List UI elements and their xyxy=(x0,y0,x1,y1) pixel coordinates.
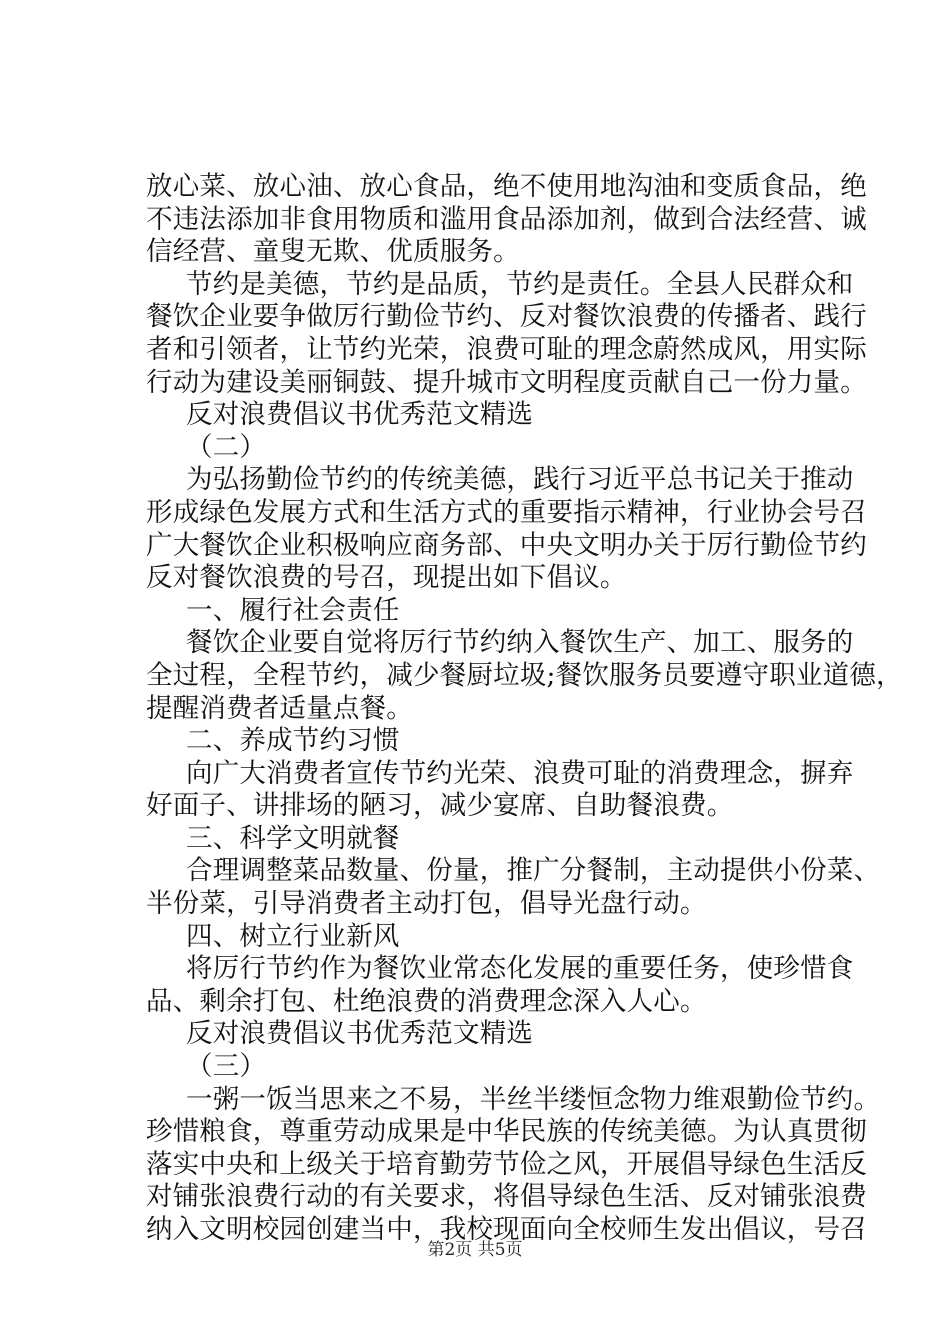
text-line: 向广大消费者宣传节约光荣、浪费可耻的消费理念，摒弃 xyxy=(186,757,854,789)
text-line: 将厉行节约作为餐饮业常态化发展的重要任务，使珍惜食 xyxy=(186,953,854,985)
text-line: 二、养成节约习惯 xyxy=(186,725,400,757)
text-line: 珍惜粮食，尊重劳动成果是中华民族的传统美德。为认真贯彻 xyxy=(146,1116,867,1148)
text-line: 行动为建设美丽铜鼓、提升城市文明程度贡献自己一份力量。 xyxy=(146,366,867,398)
text-line: 一粥一饭当思来之不易，半丝半缕恒念物力维艰勤俭节约。 xyxy=(186,1083,881,1115)
text-line: 反对浪费倡议书优秀范文精选 xyxy=(186,399,534,431)
text-line: 落实中央和上级关于培育勤劳节俭之风，开展倡导绿色生活反 xyxy=(146,1148,867,1180)
text-line: 餐饮企业要自觉将厉行节约纳入餐饮生产、加工、服务的 xyxy=(186,627,854,659)
text-line: 信经营、童叟无欺、优质服务。 xyxy=(146,236,520,268)
text-line: 为弘扬勤俭节约的传统美德，践行习近平总书记关于推动 xyxy=(186,464,854,496)
text-line: 放心菜、放心油、放心食品，绝不使用地沟油和变质食品，绝 xyxy=(146,171,867,202)
text-line: 形成绿色发展方式和生活方式的重要指示精神，行业协会号召 xyxy=(146,496,867,528)
text-line: 好面子、讲排场的陋习，减少宴席、自助餐浪费。 xyxy=(146,790,734,822)
text-line: 者和引领者，让节约光荣，浪费可耻的理念蔚然成风，用实际 xyxy=(146,333,867,365)
text-line: 反对餐饮浪费的号召，现提出如下倡议。 xyxy=(146,562,627,594)
text-line: 品、剩余打包、杜绝浪费的消费理念深入人心。 xyxy=(146,985,707,1017)
text-line: （三） xyxy=(186,1051,267,1083)
text-line: 不违法添加非食用物质和滥用食品添加剂，做到合法经营、诚 xyxy=(146,203,867,235)
text-line: 反对浪费倡议书优秀范文精选 xyxy=(186,1018,534,1050)
page-indicator: 第2页 共5页 xyxy=(427,1240,523,1260)
text-line: 全过程，全程节约，减少餐厨垃圾;餐饮服务员要遵守职业道德， xyxy=(146,659,903,691)
text-line: 半份菜，引导消费者主动打包，倡导光盘行动。 xyxy=(146,888,707,920)
text-line: 一、履行社会责任 xyxy=(186,594,400,626)
text-line: 节约是美德，节约是品质，节约是责任。全县人民群众和 xyxy=(186,268,854,300)
text-line: 广大餐饮企业积极响应商务部、中央文明办关于厉行勤俭节约 xyxy=(146,529,867,561)
text-line: 合理调整菜品数量、份量，推广分餐制，主动提供小份菜、 xyxy=(186,855,881,887)
document-body xyxy=(146,171,903,1247)
text-line: （二） xyxy=(186,431,267,463)
text-line: 纳入文明校园创建当中，我校现面向全校师生发出倡议，号召 xyxy=(146,1214,867,1245)
page-footer xyxy=(0,1235,950,1260)
text-line: 提醒消费者适量点餐。 xyxy=(146,692,413,724)
text-line: 餐饮企业要争做厉行勤俭节约、反对餐饮浪费的传播者、践行 xyxy=(146,301,867,333)
text-line: 三、科学文明就餐 xyxy=(186,822,400,854)
text-line: 对铺张浪费行动的有关要求，将倡导绿色生活、反对铺张浪费 xyxy=(146,1181,867,1213)
text-line: 四、树立行业新风 xyxy=(186,920,400,952)
